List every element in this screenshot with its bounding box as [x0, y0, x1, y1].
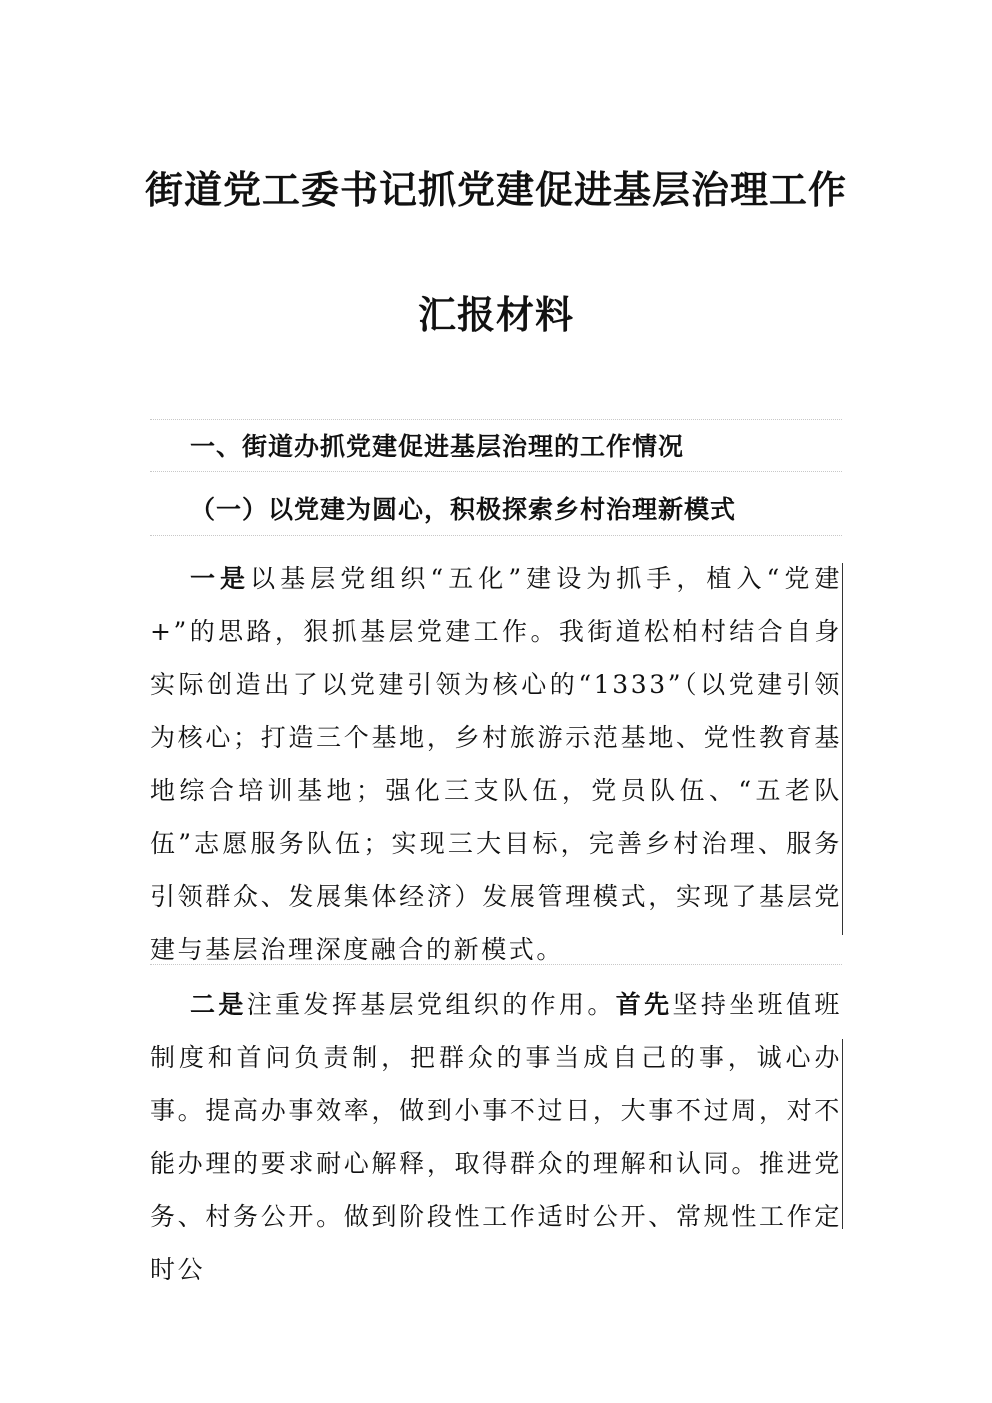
divider	[150, 471, 842, 472]
paragraph-2-body-1: 注重发挥基层党组织的作用。	[246, 990, 616, 1019]
paragraph-2	[150, 978, 842, 1296]
paragraph-1-body: 以基层党组织“五化”建设为抓手，植入“党建+”的思路，狠抓基层党建工作。我街道松柏村结合自身实际创造出了以党建引领为核心的“1333”（以党建引领为核心；打造三个基地，乡村旅游示范基地、党性教育基地综合培训基地；强化三支队伍，党员队伍、“五老队伍”志愿服务队伍；实现三大目标，完善乡村治理、服务引领群众、发展集体经济）发展管理模式，实现了基层党建与基层治理深度融合的新模式。	[150, 564, 843, 964]
paragraph-1	[150, 552, 842, 976]
paragraph-2-lead: 二是	[190, 990, 247, 1019]
paragraph-2-lead-2: 首先	[615, 990, 673, 1019]
document-title-line-2: 汇报材料	[417, 292, 574, 337]
revision-bar	[842, 1039, 843, 1229]
divider	[150, 535, 842, 536]
paragraph-2-body-2: 坚持坐班值班制度和首问负责制，把群众的事当成自己的事，诚心办事。提高办事效率，做到小事不过日，大事不过周，对不能办理的要求耐心解释，取得群众的理解和认同。推进党务、村务公开。做到阶段性工作适时公开、常规性工作定时公	[150, 990, 842, 1284]
paragraph-1-lead: 一是	[190, 564, 251, 593]
revision-bar	[842, 563, 843, 935]
subsection-heading: （一）以党建为圆心，积极探索乡村治理新模式	[190, 495, 737, 524]
divider	[150, 419, 842, 420]
document-title-line-1: 街道党工委书记抓党建促进基层治理工作	[144, 167, 847, 212]
section-heading: 一、街道办抓党建促进基层治理的工作情况	[190, 432, 685, 461]
divider	[150, 964, 842, 965]
